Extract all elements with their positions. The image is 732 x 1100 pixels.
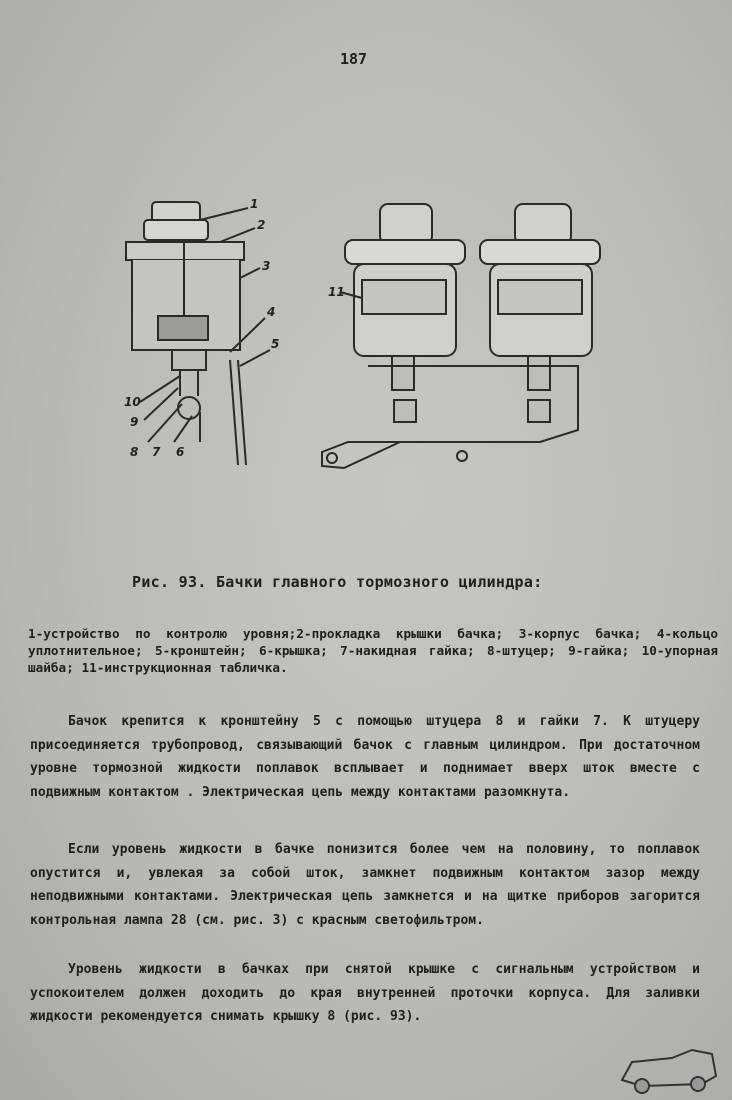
figure-caption: Рис. 93. Бачки главного тормозного цилиндра:	[132, 573, 543, 591]
callout-4: 4	[267, 305, 276, 319]
callout-1: 1	[250, 197, 259, 211]
page-number: 187	[340, 50, 368, 68]
callout-2: 2	[257, 218, 266, 232]
callout-11: 11	[328, 285, 345, 299]
paragraph-1: Бачок крепится к кронштейну 5 с помощью штуцера 8 и гайки 7. К штуцеру присоединяется трубопровод, связывающий бачок с главным цилиндром. При достаточном уровне тормозной жидкости поплавок всплывает и поднимает вверх шток вместе с подвижным контактом . Электрическая цепь между контактами разомкнута.	[30, 714, 700, 800]
reservoir-figure	[100, 180, 620, 480]
double-reservoir-drawing	[322, 204, 600, 468]
section-drawing	[126, 202, 270, 465]
vehicle-stamp-logo	[612, 1040, 722, 1095]
callout-10: 10	[124, 395, 141, 409]
callout-5: 5	[271, 337, 280, 351]
callout-8: 8	[130, 445, 139, 459]
callout-3: 3	[262, 259, 271, 273]
paragraph-2: Если уровень жидкости в бачке понизится более чем на половину, то поплавок опустится и, увлекая за собой шток, замкнет подвижным контактом зазор между неподвижными контактами. Электрическая цепь замкнется и на щитке приборов загорится контрольная лампа 28 (см. рис. 3) с красным светофильтром.	[30, 842, 700, 928]
callout-6: 6	[176, 445, 185, 459]
paragraph-3: Уровень жидкости в бачках при снятой крышке с сигнальным устройством и успокоителем должен доходить до края внутренней проточки корпуса. Для заливки жидкости рекомендуется снимать крышку 8 (рис. 93).	[30, 962, 700, 1024]
figure-legend: 1-устройство по контролю уровня;2-прокладка крышки бачка; 3-корпус бачка; 4-кольцо уплотнительное; 5-кронштейн; 6-крышка; 7-накидная гайка; 8-штуцер; 9-гайка; 10-упорная шайба; 11-инструкционная табличка.	[28, 626, 718, 675]
callout-7: 7	[152, 445, 161, 459]
callout-9: 9	[130, 415, 139, 429]
